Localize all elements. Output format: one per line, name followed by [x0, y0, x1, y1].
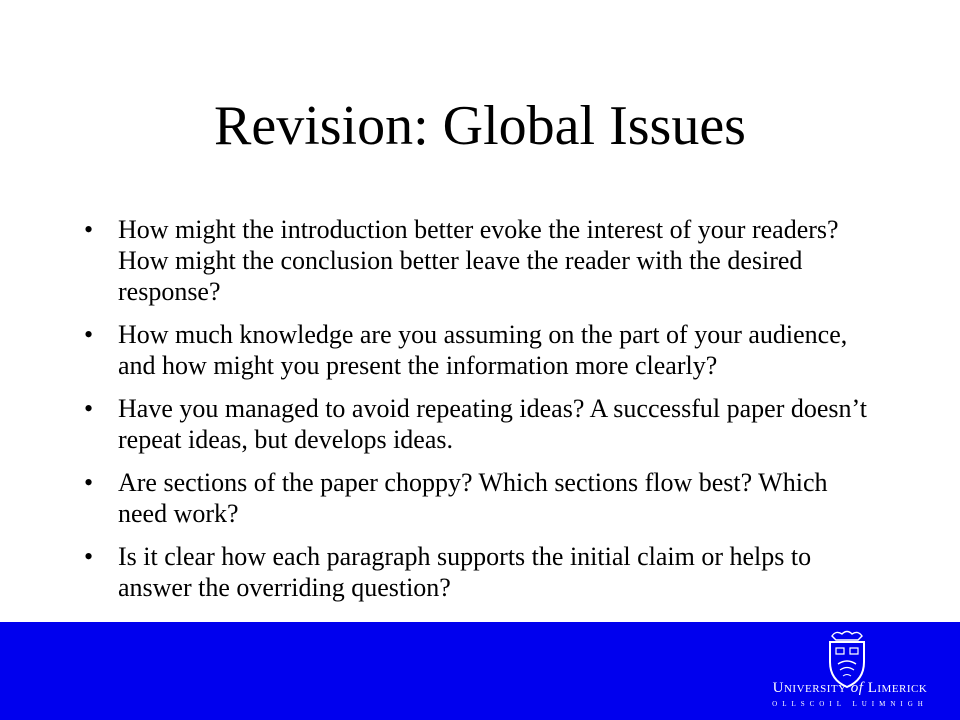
- bullet-item-5: [82, 541, 872, 603]
- bullet-item-1: [82, 214, 872, 307]
- university-irish-name: OLLSCOIL LUIMNIGH: [772, 700, 928, 708]
- university-name: University of Limerick: [772, 680, 928, 696]
- bullet-item-2: [82, 319, 872, 381]
- bullet-point-icon: •: [84, 542, 94, 571]
- bullet-item-3: [82, 393, 872, 455]
- bullet-text-3: Have you managed to avoid repeating ideas? A successful paper doesn’t repeat ideas, but develops ideas.: [118, 394, 867, 454]
- bullet-text-4: Are sections of the paper choppy? Which sections flow best? Which need work?: [118, 468, 828, 528]
- bullet-text-2: How much knowledge are you assuming on the part of your audience, and how might you present the information more clearly?: [118, 320, 848, 380]
- bullet-text-1: How might the introduction better evoke the interest of your readers? How might the conclusion better leave the reader with the desired response?: [118, 215, 839, 306]
- bullet-item-4: [82, 467, 872, 529]
- bullet-list: [82, 214, 872, 615]
- university-logo: [745, 680, 955, 708]
- bullet-point-icon: •: [84, 468, 94, 497]
- bullet-point-icon: •: [84, 394, 94, 423]
- bullet-point-icon: •: [84, 215, 94, 244]
- bullet-text-5: Is it clear how each paragraph supports the initial claim or helps to answer the overriding question?: [118, 542, 812, 602]
- slide-title: Revision: Global Issues: [214, 95, 746, 157]
- bullet-point-icon: •: [84, 320, 94, 349]
